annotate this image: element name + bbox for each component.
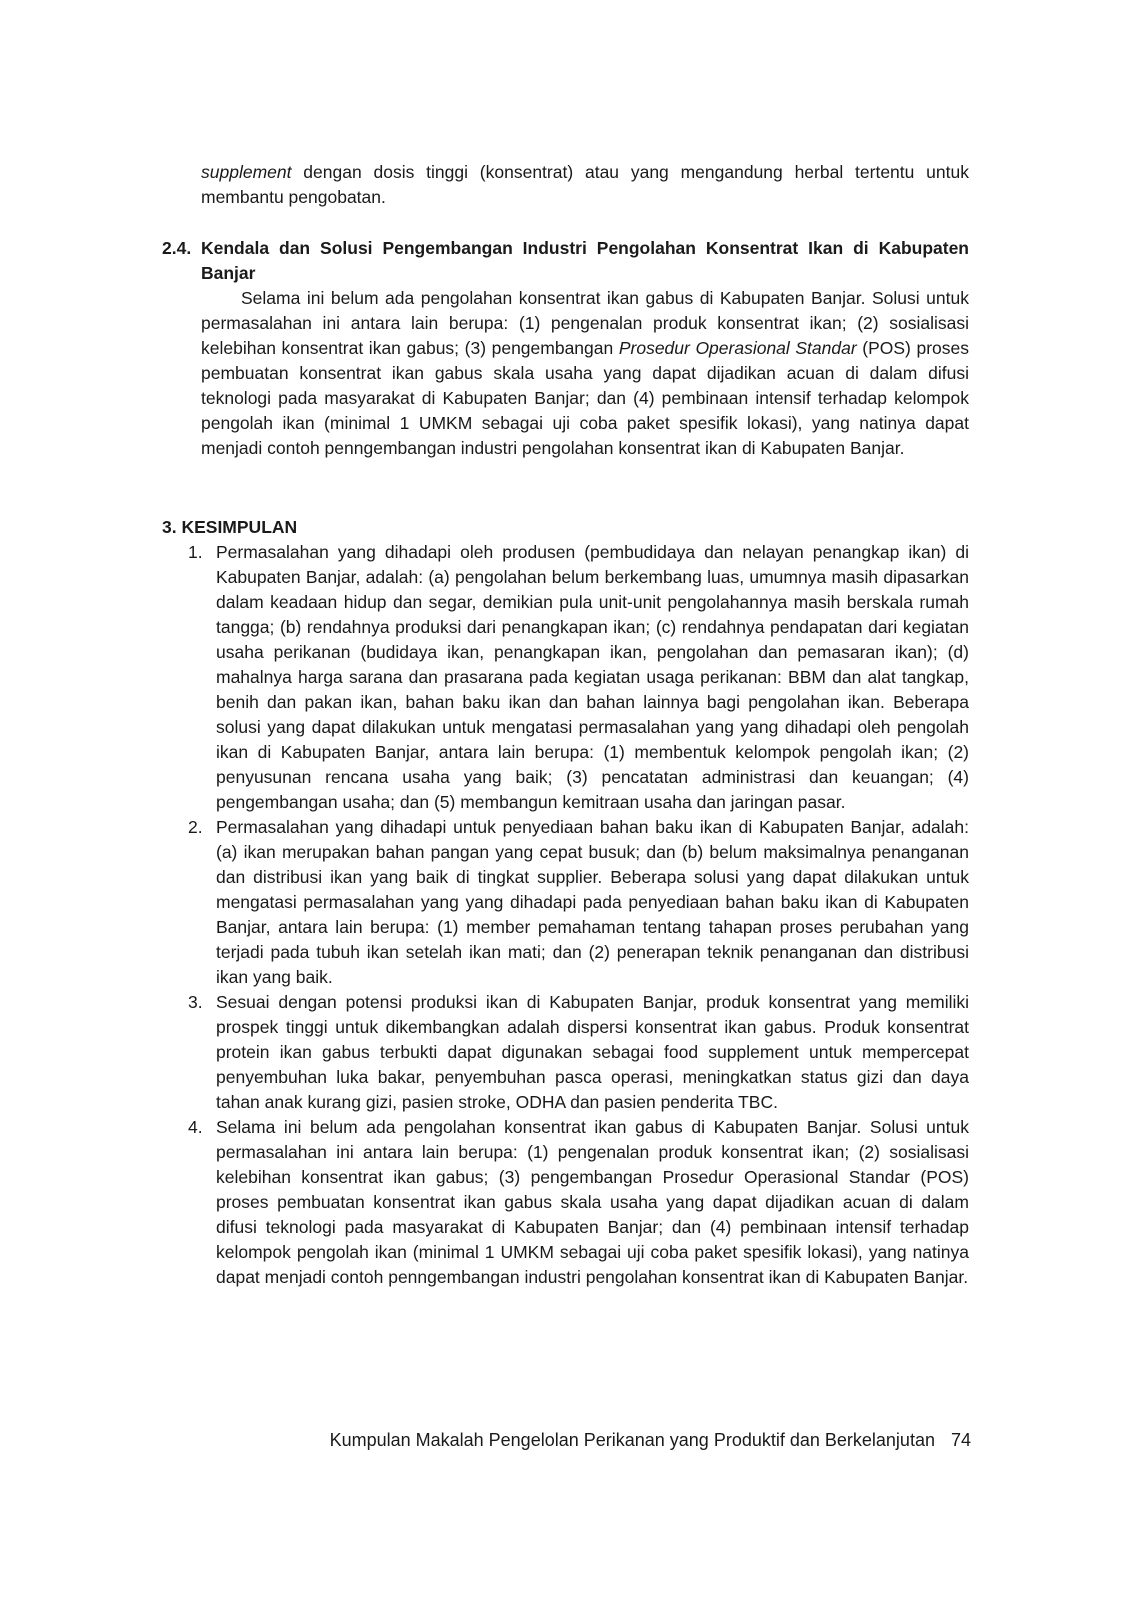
footer-title: Kumpulan Makalah Pengelolan Perikanan yang Produktif dan Berkelanjutan <box>329 1430 935 1450</box>
list-item-text: Selama ini belum ada pengolahan konsentrat ikan gabus di Kabupaten Banjar. Solusi untuk permasalahan ini antara lain berupa: (1) pengenalan produk konsentrat ikan; (2) sosialisasi kelebihan konsentrat ikan gabus; (3) pengembangan Prosedur Operasional Standar (POS) proses pembuatan konsentrat ikan gabus skala usaha yang dapat dijadikan acuan di dalam difusi teknologi pada masyarakat di Kabupaten Banjar; dan (4) pembinaan intensif terhadap kelompok pengolah ikan (minimal 1 UMKM sebagai uji coba paket spesifik lokasi), yang natinya dapat menjadi contoh penngembangan industri pengolahan konsentrat ikan di Kabupaten Banjar. <box>216 1117 969 1287</box>
list-item <box>188 540 969 815</box>
section-3-heading: 3. KESIMPULAN <box>162 517 298 537</box>
page-number: 74 <box>950 1430 971 1450</box>
conclusion-list <box>188 540 969 1290</box>
continuation-text: dengan dosis tinggi (konsentrat) atau yang mengandung herbal tertentu untuk membantu pengobatan. <box>201 162 969 207</box>
list-item-number: 2. <box>188 817 203 837</box>
continuation-paragraph <box>201 160 969 210</box>
list-item-text: Permasalahan yang dihadapi untuk penyediaan bahan baku ikan di Kabupaten Banjar, adalah: (a) ikan merupakan bahan pangan yang cepat busuk; dan (b) belum maksimalnya penanganan dan distribusi ikan yang baik di tingkat supplier. Beberapa solusi yang dapat dilakukan untuk mengatasi permasalahan yang yang dihadapi pada penyediaan bahan baku ikan di Kabupaten Banjar, antara lain berupa: (1) member pemahaman tentang tahapan proses perubahan yang terjadi pada tubuh ikan setelah ikan mati; dan (2) penerapan teknik penanganan dan distribusi ikan yang baik. <box>216 817 969 987</box>
section-2-4-body <box>201 286 969 461</box>
list-item <box>188 990 969 1115</box>
list-item-text: Permasalahan yang dihadapi oleh produsen (pembudidaya dan nelayan penangkap ikan) di Kabupaten Banjar, adalah: (a) pengolahan belum berkembang luas, umumnya masih dipasarkan dalam keadaan hidup dan segar, demikian pula unit-unit pengolahannya masih berskala rumah tangga; (b) rendahnya produksi dari penangkapan ikan; (c) rendahnya pendapatan dari kegiatan usaha perikanan (budidaya ikan, penangkapan ikan, pengolahan dan pemasaran ikan); (d) mahalnya harga sarana dan prasarana pada kegiatan usaga perikanan: BBM dan alat tangkap, benih dan pakan ikan, bahan baku ikan dan bahan lainnya bagi pengolahan ikan. Beberapa solusi yang dapat dilakukan untuk mengatasi permasalahan yang yang dihadapi oleh pengolah ikan di Kabupaten Banjar, antara lain berupa: (1) membentuk kelompok pengolah ikan; (2) penyusunan rencana usaha yang baik; (3) pencatatan administrasi dan keuangan; (4) pengembangan usaha; dan (5) membangun kemitraan usaha dan jaringan pasar. <box>216 542 969 812</box>
section-2-4-body-part2: (POS) proses pembuatan konsentrat ikan gabus skala usaha yang dapat dijadikan acuan di dalam difusi teknologi pada masyarakat di Kabupaten Banjar; dan (4) pembinaan intensif terhadap kelompok pengolah ikan (minimal 1 UMKM sebagai uji coba paket spesifik lokasi), yang natinya dapat menjadi contoh penngembangan industri pengolahan konsentrat ikan di Kabupaten Banjar. <box>201 338 969 458</box>
section-2-4-title: Kendala dan Solusi Pengembangan Industri Pengolahan Konsentrat Ikan di Kabupaten Banjar <box>201 238 969 283</box>
section-2-4-number: 2.4. <box>162 238 192 258</box>
section-2-4-body-part1: Selama ini belum ada pengolahan konsentrat ikan gabus di Kabupaten Banjar. Solusi untuk permasalahan ini antara lain berupa: (1) pengenalan produk konsentrat ikan; (2) sosialisasi kelebihan konsentrat ikan gabus; (3) pengembangan <box>201 288 969 358</box>
section-2-4-body-italic: Prosedur Operasional Standar <box>618 338 857 358</box>
list-item <box>188 815 969 990</box>
list-item-number: 1. <box>188 542 203 562</box>
list-item-number: 4. <box>188 1117 203 1137</box>
page-footer <box>330 1428 971 1453</box>
list-item <box>188 1115 969 1290</box>
continuation-italic: supplement <box>201 162 292 182</box>
list-item-text: Sesuai dengan potensi produksi ikan di Kabupaten Banjar, produk konsentrat yang memiliki prospek tinggi untuk dikembangkan adalah dispersi konsentrat ikan gabus. Produk konsentrat protein ikan gabus terbukti dapat digunakan sebagai food supplement untuk mempercepat penyembuhan luka bakar, penyembuhan pasca operasi, meningkatkan status gizi dan daya tahan anak kurang gizi, pasien stroke, ODHA dan pasien penderita TBC. <box>216 992 969 1112</box>
list-item-number: 3. <box>188 992 203 1012</box>
